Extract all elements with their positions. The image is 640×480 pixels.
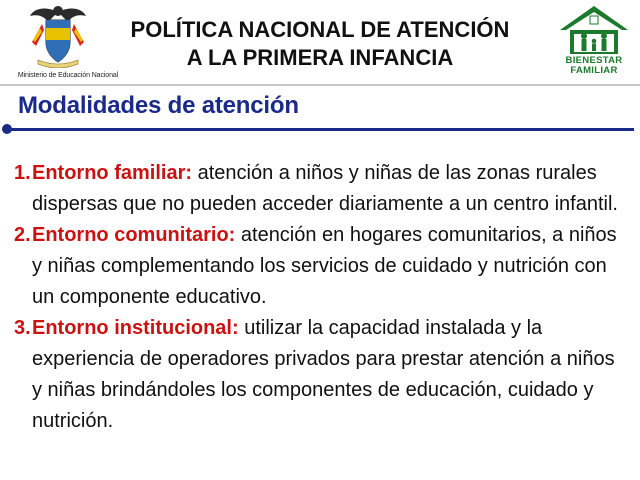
item-label: Entorno comunitario: bbox=[32, 224, 236, 246]
item-line: un componente educativo. bbox=[32, 286, 267, 308]
item-text: utilizar la capacidad instalada y la bbox=[238, 317, 543, 339]
section-divider bbox=[8, 128, 634, 131]
wordmark-line-1: BIENESTAR bbox=[565, 55, 623, 66]
title-line-2: A LA PRIMERA INFANCIA bbox=[186, 45, 454, 70]
house-family-icon bbox=[556, 4, 632, 56]
item-number: 2. bbox=[14, 224, 31, 246]
list-item bbox=[14, 158, 634, 220]
slide-header bbox=[0, 0, 640, 86]
item-number: 1. bbox=[14, 162, 31, 184]
modalities-list bbox=[14, 158, 634, 437]
item-number: 3. bbox=[14, 317, 31, 339]
item-line bbox=[32, 220, 634, 251]
section-heading: Modalidades de atención bbox=[18, 92, 299, 119]
wordmark-line-2: FAMILIAR bbox=[570, 65, 618, 76]
item-line bbox=[32, 158, 634, 189]
bienestar-familiar-wordmark bbox=[556, 56, 632, 76]
item-line: dispersas que no pueden acceder diariamente a un centro infantil. bbox=[32, 193, 618, 215]
item-text: atención a niños y niñas de las zonas rurales bbox=[192, 162, 597, 184]
title-line-1: POLÍTICA NACIONAL DE ATENCIÓN bbox=[130, 17, 510, 42]
list-item bbox=[14, 313, 634, 437]
coat-of-arms-icon bbox=[28, 2, 88, 68]
bienestar-familiar-logo bbox=[556, 4, 632, 82]
coat-of-arms-logo bbox=[10, 2, 119, 82]
item-line: y niñas brindándoles los componentes de educación, cuidado y bbox=[32, 379, 594, 401]
list-item bbox=[14, 220, 634, 313]
item-label: Entorno institucional: bbox=[32, 317, 239, 339]
slide-title bbox=[110, 16, 530, 72]
item-text: atención en hogares comunitarios, a niños bbox=[235, 224, 617, 246]
item-label: Entorno familiar: bbox=[32, 162, 193, 184]
ministry-label: Ministerio de Educación Nacional bbox=[17, 72, 119, 79]
item-line bbox=[32, 313, 634, 344]
item-line: y niñas complementando los servicios de cuidado y nutrición con bbox=[32, 255, 607, 277]
item-line: nutrición. bbox=[32, 410, 114, 432]
item-line: experiencia de operadores privados para prestar atención a niños bbox=[32, 348, 615, 370]
